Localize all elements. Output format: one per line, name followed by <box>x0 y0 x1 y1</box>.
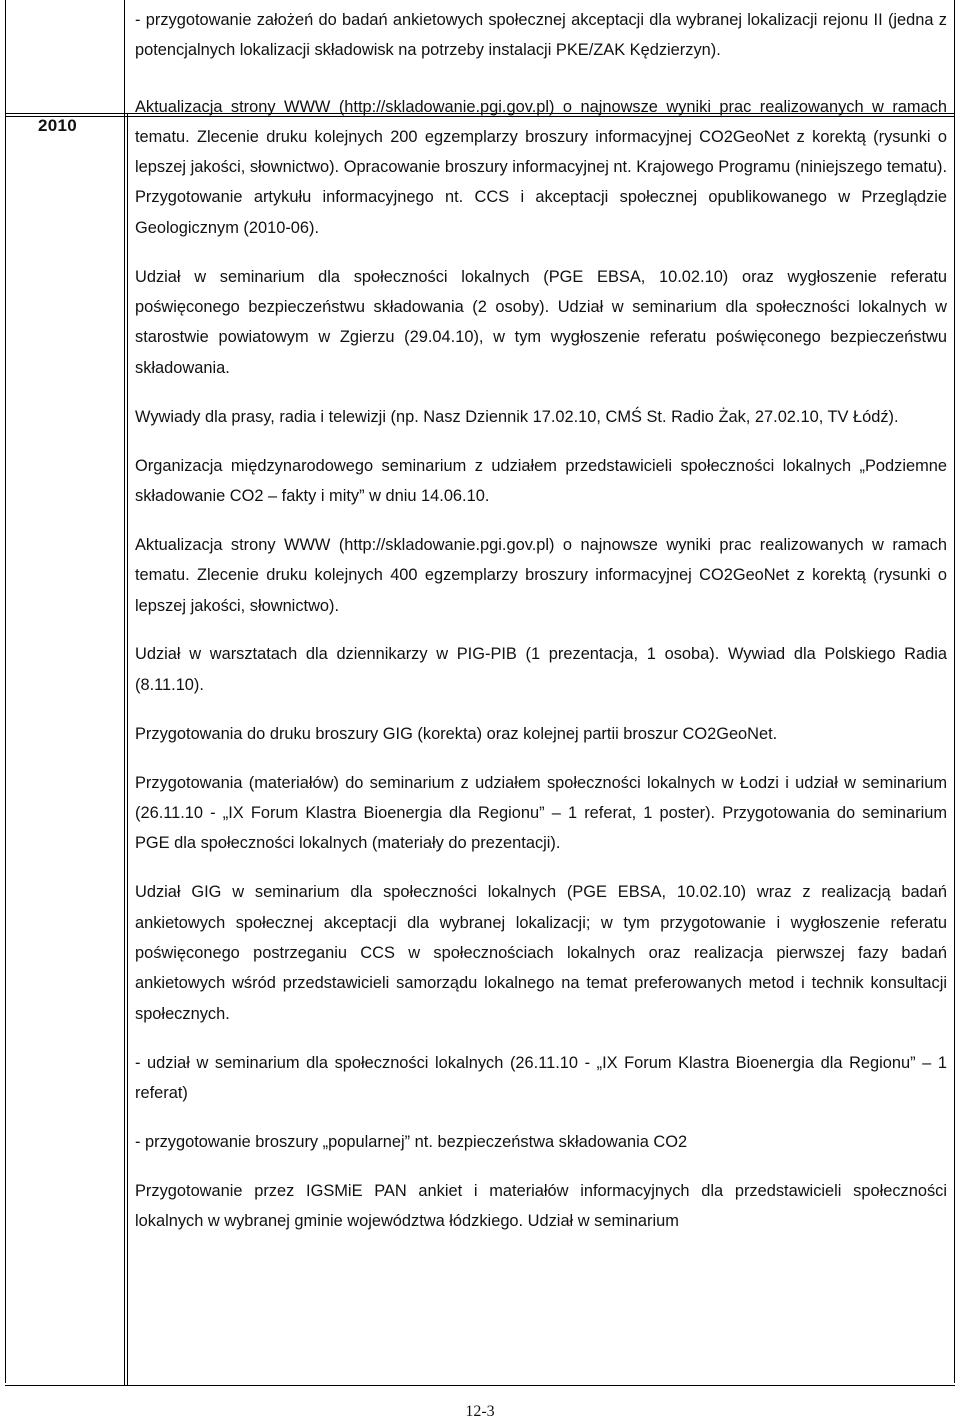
paragraph-seminar-participation: Udział w seminarium dla społeczności lokalnych (PGE EBSA, 10.02.10) oraz wygłoszenie referatu poświęconego bezpieczeństwu składowania (2 osoby). Udział w seminarium dla społeczności lokalnych w starostwie powiatowym w Zgierzu (29.04.10), w tym wygłoszenie referatu poświęconego bezpieczeństwu składowania. <box>135 267 947 377</box>
table-column-divider <box>124 0 125 114</box>
paragraph-international-seminar: Organizacja międzynarodowego seminarium z udziałem przedstawicieli społeczności lokalnych „Podziemne składowanie CO2 – fakty i mity” w dniu 14.06.10. <box>135 456 947 505</box>
paragraph-forum-participation: - udział w seminarium dla społeczności lokalnych (26.11.10 - „IX Forum Klastra Bioenergia dla Regionu” – 1 referat) <box>135 1053 947 1102</box>
paragraph-popular-brochure: - przygotowanie broszury „popularnej” nt. bezpieczeństwa składowania CO2 <box>135 1132 688 1151</box>
paragraph-gig-seminar: Udział GIG w seminarium dla społeczności lokalnych (PGE EBSA, 10.02.10) wraz z realizacją badań ankietowych społecznej akceptacji dla wybranej lokalizacji; w tym przygotowanie i wygłoszenie referatu poświęconego postrzeganiu CCS w społecznościach lokalnych oraz realizacja pierwszej fazy badań ankietowych wśród przedstawicieli samorządu lokalnego na temat preferowanych metod i technik konsultacji społecznych. <box>135 883 947 1023</box>
paragraph-media-interviews: Wywiady dla prasy, radia i telewizji (np. Nasz Dziennik 17.02.10, CMŚ St. Radio Żak, 27.02.10, TV Łódź). <box>135 407 899 426</box>
year-cell: 2010 <box>38 116 78 135</box>
activity-description-cell <box>135 5 947 1236</box>
page-number: 12-3 <box>465 1403 495 1420</box>
table-bottom-border <box>5 1385 955 1386</box>
paragraph-survey-preparation: - przygotowanie założeń do badań ankietowych społecznej akceptacji dla wybranej lokalizacji rejonu II (jedna z potencjalnych lokalizacji składowisk na potrzeby instalacji PKE/ZAK Kędzierzyn). <box>135 11 947 60</box>
paragraph-lodz-seminar: Przygotowania (materiałów) do seminarium z udziałem społeczności lokalnych w Łodzi i udział w seminarium (26.11.10 - „IX Forum Klastra Bioenergia dla Regionu” – 1 referat, 1 poster). Przygotowania do seminarium PGE dla społeczności lokalnych (materiały do prezentacji). <box>135 773 947 853</box>
paragraph-website-update: Aktualizacja strony WWW (http://skladowanie.pgi.gov.pl) o najnowsze wyniki prac realizowanych w ramach tematu. Zlecenie druku kolejnych 200 egzemplarzy broszury informacyjnej CO2GeoNet z korektą (rysunki o lepszej jakości, słownictwo). Opracowanie broszury informacyjnej nt. Krajowego Programu (niniejszego tematu). Przygotowanie artykułu informacyjnego nt. CCS i akceptacji społecznej opublikowanego w Przeglądzie Geologicznym (2010-06). <box>135 97 947 237</box>
paragraph-igsmie-surveys: Przygotowanie przez IGSMiE PAN ankiet i materiałów informacyjnych dla przedstawicieli społeczności lokalnych w wybranej gminie województwa łódzkiego. Udział w seminarium <box>135 1181 947 1231</box>
paragraph-brochure-print: Przygotowania do druku broszury GIG (korekta) oraz kolejnej partii broszur CO2GeoNet. <box>135 724 778 743</box>
table-column-divider-double <box>124 114 125 1385</box>
paragraph-journalist-workshop: Udział w warsztatach dla dziennikarzy w PIG-PIB (1 prezentacja, 1 osoba). Wywiad dla Polskiego Radia (8.11.10). <box>135 645 947 694</box>
paragraph-website-update-2: Aktualizacja strony WWW (http://skladowanie.pgi.gov.pl) o najnowsze wyniki prac realizowanych w ramach tematu. Zlecenie druku kolejnych 400 egzemplarzy broszury informacyjnej CO2GeoNet z korektą (rysunki o lepszej jakości, słownictwo). <box>135 535 947 615</box>
